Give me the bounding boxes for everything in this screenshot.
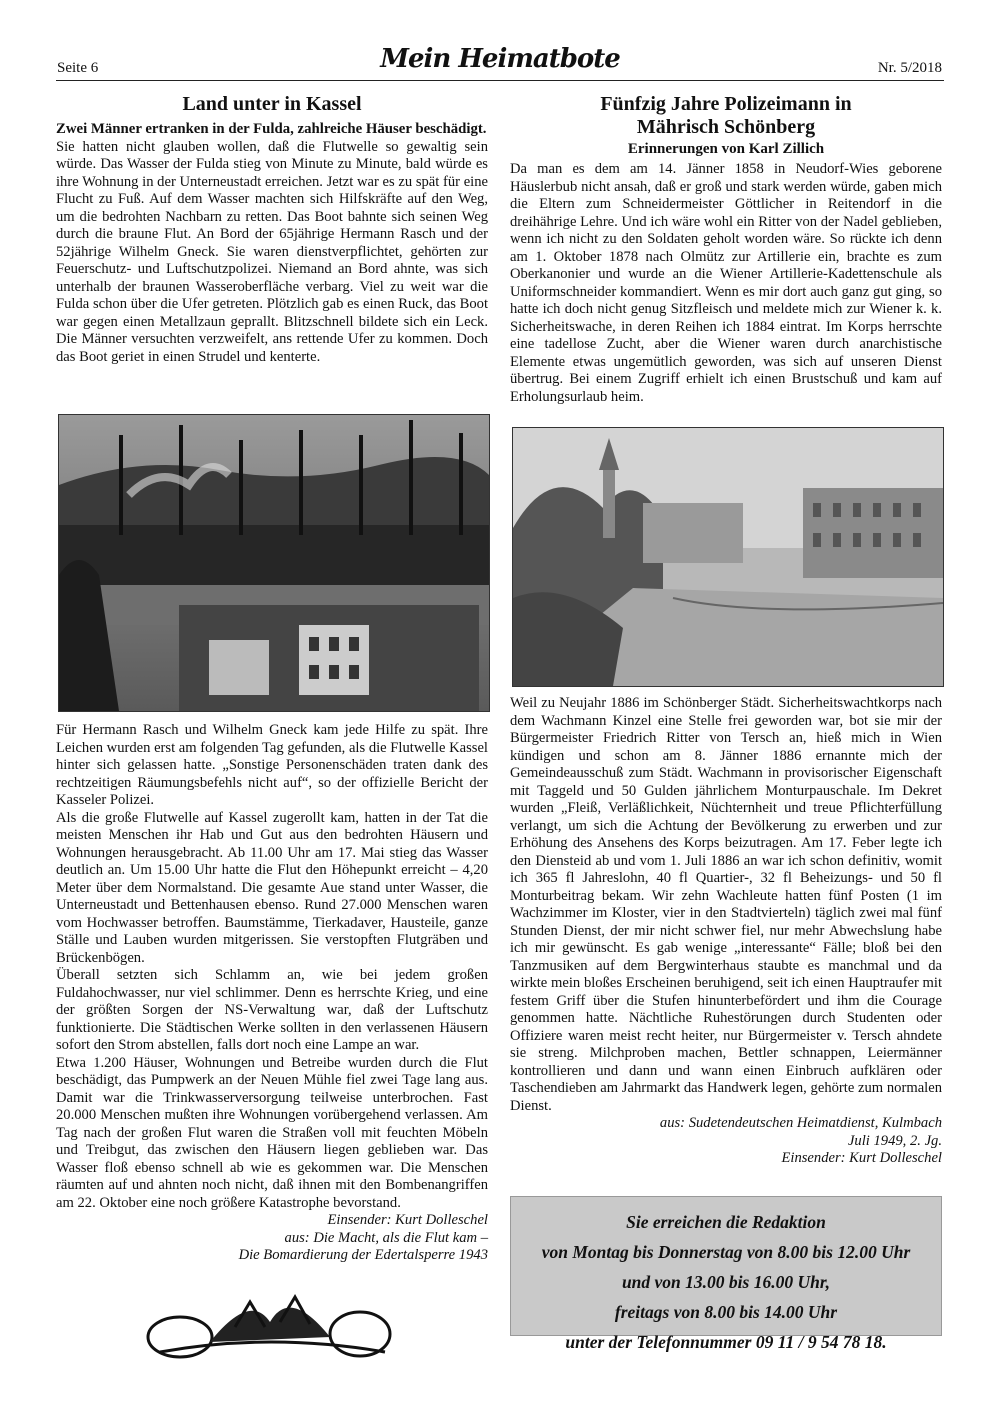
article-title: Fünfzig Jahre Polizeimann in bbox=[600, 93, 852, 115]
article-title: Land unter in Kassel bbox=[182, 93, 362, 115]
flood-photo-image bbox=[59, 415, 489, 711]
article-paragraph: Etwa 1.200 Häuser, Wohnungen und Betreibe wurden durch die Flut beschädigt, das Pumpwerk an der Neuen Mühle fiel zwei Tage lang aus. Damit war die Trinkwasserversorgung teilweise unterbrochen. Fast 20.000 Menschen mußten ihre Wohnungen vorübergehend verlassen. Am Tag nach der großen Flut waren die Straßen voll mit feuchten Möbeln und Treibgut, das zwischen den Häusern liegen geblieben war. Das Wasser floß ebenso schnell ab wie es gekommen war. Die Menschen räumten auf und ahnten noch nicht, daß ihnen mit den Bombenangriffen am 22. Oktober eine noch größere Katastrophe bevorstand. bbox=[56, 1054, 488, 1211]
article-subtitle: Zwei Männer ertranken in der Fulda, zahlreiche Häuser beschädigt. bbox=[56, 121, 487, 137]
issue-number: Nr. 5/2018 bbox=[877, 60, 942, 76]
contact-line: Sie erreichen die Redaktion bbox=[626, 1212, 826, 1232]
article-source: Juli 1949, 2. Jg. bbox=[847, 1132, 942, 1149]
contact-line: und von 13.00 bis 16.00 Uhr, bbox=[621, 1272, 831, 1292]
article-kassel-continued bbox=[56, 722, 488, 1265]
article-polizeimann bbox=[510, 93, 942, 406]
contact-phone: unter der Telefonnummer 09 11 / 9 54 78 18. bbox=[565, 1332, 887, 1352]
article-sender: Einsender: Kurt Dolleschel bbox=[781, 1150, 942, 1166]
article-kassel bbox=[56, 93, 488, 366]
article-paragraph: Sie hatten nicht glauben wollen, daß die Flutwelle so gewaltig sein würde. Das Wasser der Fulda stieg von Minute zu Minute, bald würde es ihre Wohnung in der Unterneustadt erreichen. Jetzt war es zu spät für eine Flucht zu Fuß. Auf dem Wasser machten sich Hilfskräfte auf den Weg, um die bedrohten Nachbarn zu retten. Das Boot bahnte sich seinen Weg durch die braune Flut. An Bord der 65jährige Hermann Rasch und der 52jährige Wilhelm Gneck. Sie waren dienstverpflichtet, gehörten zur Feuerschutz- und Luftschutzpolizei. Niemand an Bord ahnte, was sich unterhalb der braunen Wasseroberfläche verbarg. Viel zu weit war die Fulda schon über die Ufer getreten. Plötzlich gab es einen Ruck, das Boot war gegen einen Metallzaun geprallt. Blitzschnell bildete sich ein Leck. Die Männer versuchten verzweifelt, ans rettende Ufer zu kommen. Doch das Boot geriet in einen Strudel und kenterte. bbox=[56, 138, 488, 365]
contact-line: von Montag bis Donnerstag von 8.00 bis 12.00 Uhr bbox=[541, 1242, 911, 1262]
article-paragraph: Weil zu Neujahr 1886 im Schönberger Städt. Sicherheitswachtkorps nach dem Wachmann Kinzel eine Stelle frei geworden war, bot sie mir der Bürgermeister Friedrich Ritter von Tersch an, hieß mich in Wien kündigen und schon am 8. Jänner 1886 ernannte mich der Gemeindeausschuß zum Städt. Wachmann in provisorischer Eigenschaft mit Taggeld und 50 Gulden jährlichem Monturpauschale. Im Dekret wurden „Fleiß, Verläßlichkeit, Nüchternheit und treue Pflichterfüllung verlangt, um sich die Achtung der Bevölkerung zu erwerben und zur Erhöhung des Ansehens des Korps beizutragen. Am 17. Feber legte ich den Diensteid ab und vom 1. Juli 1886 an war ich schon definitiv, womit ich 365 fl Jahreslohn, 40 fl Quartier-, 32 fl Beheizungs- und 50 fl Monturbeitrag bekam. Wir zehn Wachleute hatten fünf Posten (1 im Wachzimmer im Kloster, vier in den Stadtvierteln) täglich zwei mal fünf Stunden Dienst, der mir nicht schwer fiel, nur mehr Abwechslung habe ich mir gewünscht. Es gab wenige „interessante“ Fälle; bloß bei den Tanzmusiken auf dem Bergwinterhaus staubte es manchmal und da wirkte mein bloßes Erscheinen beruhigend, seit ich einen Hauptraufer mit festem Griff über die Stufen hinunterbefördert und ihm die Courage genommen hatte. Nächtliche Ruhestörungen durch Studenten oder Offiziere waren meist recht heiter, nur Bürgermeister v. Tersch ahndete sie streng. Milchproben machen, Bettler schnappen, Leiermänner kontrollieren und dann und wann einen Einbruch aufklären oder Taschendieben am Jahrmarkt das Handwerk legen, gehörte zum normalen Dienst. bbox=[510, 695, 942, 1114]
article-polizeimann-continued bbox=[510, 695, 942, 1168]
article-subtitle: Erinnerungen von Karl Zillich bbox=[627, 141, 825, 157]
schoenberg-postcard-photo bbox=[512, 427, 944, 687]
page-number: Seite 6 bbox=[57, 60, 99, 76]
article-title: Mährisch Schönberg bbox=[636, 116, 816, 138]
article-paragraph: Überall setzten sich Schlamm an, wie bei jedem großen Fuldahochwasser, nur viel schlimmer. Denn es herrschte Krieg, und eine der größten Sorgen der NS-Verwaltung war, daß der Luftschutz funktionierte. Die Städtischen Werke sollten in den verlassenen Häusern sofort den Strom abstellen, falls dort noch eine Lampe an war. bbox=[56, 967, 488, 1053]
masthead-logo: Mein Heimatbote bbox=[380, 44, 620, 74]
kassel-flood-photo bbox=[58, 414, 490, 712]
header-rule bbox=[56, 80, 944, 81]
article-source: Die Bomardierung der Edertalsperre 1943 bbox=[238, 1247, 488, 1263]
article-paragraph: Da man es dem am 14. Jänner 1858 in Neudorf-Wies geborene Häuslerbub nicht ansah, daß er groß und stark werden würde, gaben mich die Eltern zum Schneidermeister Göttlicher in Reitendorf in die dreihährige Lehre. Und ich wäre wohl ein Ritter von der Nadel geblieben, wenn ich nicht zu den Soldaten geholt worden wäre. So rückte ich denn am 1. Oktober 1878 nach Olmütz zur Artillerie ein, brachte es zum Oberkanonier und wurde an die Wiener Artillerie-Kadettenschule als Uniformschneider kommandiert. Wenn es mir dort auch ganz gut ging, so hatte ich doch nicht genug Sitzfleisch und meldete mich zur Wiener k. k. Sicherheitswache, in deren Reihen ich 1884 eintrat. Im Korps herrschte eine tadellose Zucht, aber die Wiener waren durch anarchistische Elemente etwas ungemütlich geworden, was sich auf unseren Dienst übertrug. Bei einem Zugriff erhielt ich einen Brustschuß und kam auf Erholungsurlaub heim. bbox=[510, 161, 942, 405]
editorial-contact-box bbox=[510, 1196, 942, 1352]
article-source: aus: Die Macht, als die Flut kam – bbox=[284, 1229, 488, 1246]
pumpkin-ornament bbox=[140, 1282, 400, 1360]
article-sender: Einsender: Kurt Dolleschel bbox=[327, 1212, 488, 1228]
article-source: aus: Sudetendeutschen Heimatdienst, Kulmbach bbox=[659, 1115, 942, 1131]
article-paragraph: Für Hermann Rasch und Wilhelm Gneck kam jede Hilfe zu spät. Ihre Leichen wurden erst am folgenden Tag gefunden, als die Flutwelle Kassel hinter sich gelassen hatte. „Sonstige Personenschäden traten dank des rechtzeitigen Räumungsbefehls nicht auf“, so der offizielle Bericht der Kasseler Polizei. bbox=[56, 722, 488, 808]
postcard-image bbox=[513, 428, 943, 686]
contact-line: freitags von 8.00 bis 14.00 Uhr bbox=[614, 1302, 838, 1322]
article-paragraph: Als die große Flutwelle auf Kassel zugerollt kam, hatten in der Tat die meisten Menschen ihr Hab und Gut aus den bedrohten Häusern und Wohnungen herausgebracht. Ab 11.00 Uhr am 17. Mai stieg das Wasser deutlich an. Um 15.00 Uhr hatte die Flut den Höhepunkt erreicht – 4,20 Meter über dem Normalstand. Die gesamte Aue stand unter Wasser, die Unterneustadt und Bettenhausen ebenso. Rund 27.000 Menschen waren vom Hochwasser betroffen. Baumstämme, Tierkadaver, Hausteile, ganze Ställe und Lauben wurden mitgerissen. Sie verstopften Flutgräben und Brückenbögen. bbox=[56, 809, 488, 966]
